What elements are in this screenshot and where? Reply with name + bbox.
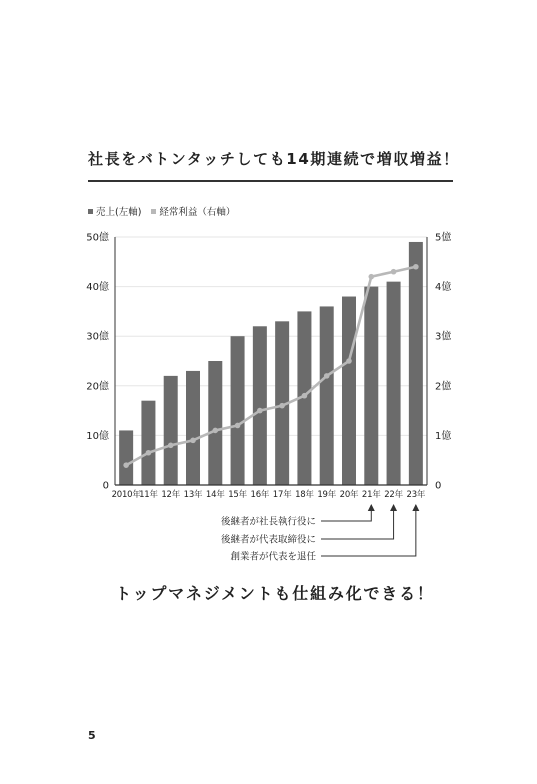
page-title: 社長をバトンタッチしても14期連続で増収増益！: [88, 150, 460, 168]
x-tick-label: 22年: [384, 490, 403, 500]
y-right-tick-label: 3億: [435, 331, 452, 343]
bar-15年: [231, 336, 245, 485]
profit-point-20年: [346, 358, 352, 364]
annotation-arrowhead: [412, 504, 419, 511]
profit-point-22年: [391, 269, 397, 275]
profit-point-18年: [302, 393, 308, 399]
y-right-tick-label: 4億: [435, 282, 452, 294]
bar-13年: [186, 371, 200, 485]
annotation-label: 後継者が社長執行役に: [220, 516, 316, 528]
bar-14年: [208, 361, 222, 485]
x-tick-label: 14年: [205, 490, 225, 500]
y-left-tick-label: 30億: [86, 331, 109, 343]
profit-point-12年: [168, 443, 174, 449]
x-tick-label: 17年: [272, 490, 292, 500]
x-tick-label: 19年: [317, 490, 337, 500]
annotation-label: 創業者が代表を退任: [230, 551, 316, 563]
y-left-tick-label: 40億: [86, 282, 109, 294]
legend-label-sales: 売上(左軸): [96, 207, 142, 218]
bar-21年: [364, 287, 378, 485]
bar-11年: [141, 401, 155, 485]
x-tick-label: 18年: [295, 490, 314, 500]
x-tick-label: 2010年: [111, 490, 141, 500]
page-subtitle: トップマネジメントも仕組み化できる！: [115, 584, 435, 603]
x-tick-label: 21年: [361, 490, 381, 500]
bar-23年: [409, 242, 423, 485]
y-right-tick-label: 5億: [435, 232, 452, 244]
profit-point-15年: [235, 423, 241, 429]
profit-point-21年: [368, 274, 374, 280]
bar-22年: [387, 282, 401, 485]
annotation-arrow-line: [321, 505, 394, 539]
profit-point-13年: [190, 438, 196, 444]
annotation-arrow-line: [321, 505, 371, 521]
x-tick-label: 11年: [139, 490, 158, 500]
profit-point-2010年: [123, 462, 129, 468]
bar-2010年: [119, 430, 133, 485]
legend-label-profit: 経常利益（右軸）: [159, 207, 236, 218]
y-right-tick-label: 1億: [435, 430, 452, 442]
y-right-tick-label: 2億: [435, 381, 452, 393]
annotation-arrow-line: [321, 505, 416, 556]
bar-12年: [164, 376, 178, 485]
y-left-tick-label: 0: [102, 480, 109, 492]
x-tick-label: 23年: [406, 490, 426, 500]
x-tick-label: 15年: [228, 490, 247, 500]
y-right-tick-label: 0: [435, 480, 442, 492]
bar-20年: [342, 297, 356, 485]
y-left-tick-label: 20億: [86, 381, 109, 393]
y-left-tick-label: 10億: [86, 430, 109, 442]
bar-16年: [253, 326, 267, 485]
profit-point-23年: [413, 264, 419, 270]
profit-point-17年: [279, 403, 285, 409]
x-tick-label: 16年: [250, 490, 270, 500]
profit-point-19年: [324, 373, 330, 379]
x-tick-label: 20年: [339, 490, 359, 500]
profit-point-16年: [257, 408, 263, 414]
annotation-label: 後継者が代表取締役に: [220, 534, 316, 546]
annotation-arrowhead: [390, 504, 397, 511]
page-number: 5: [88, 729, 96, 742]
annotation-arrowhead: [368, 504, 375, 511]
profit-point-11年: [146, 450, 152, 456]
x-tick-label: 12年: [161, 490, 181, 500]
y-left-tick-label: 50億: [86, 232, 109, 244]
bar-19年: [320, 306, 334, 485]
x-tick-label: 13年: [183, 490, 203, 500]
profit-point-14年: [212, 428, 218, 434]
